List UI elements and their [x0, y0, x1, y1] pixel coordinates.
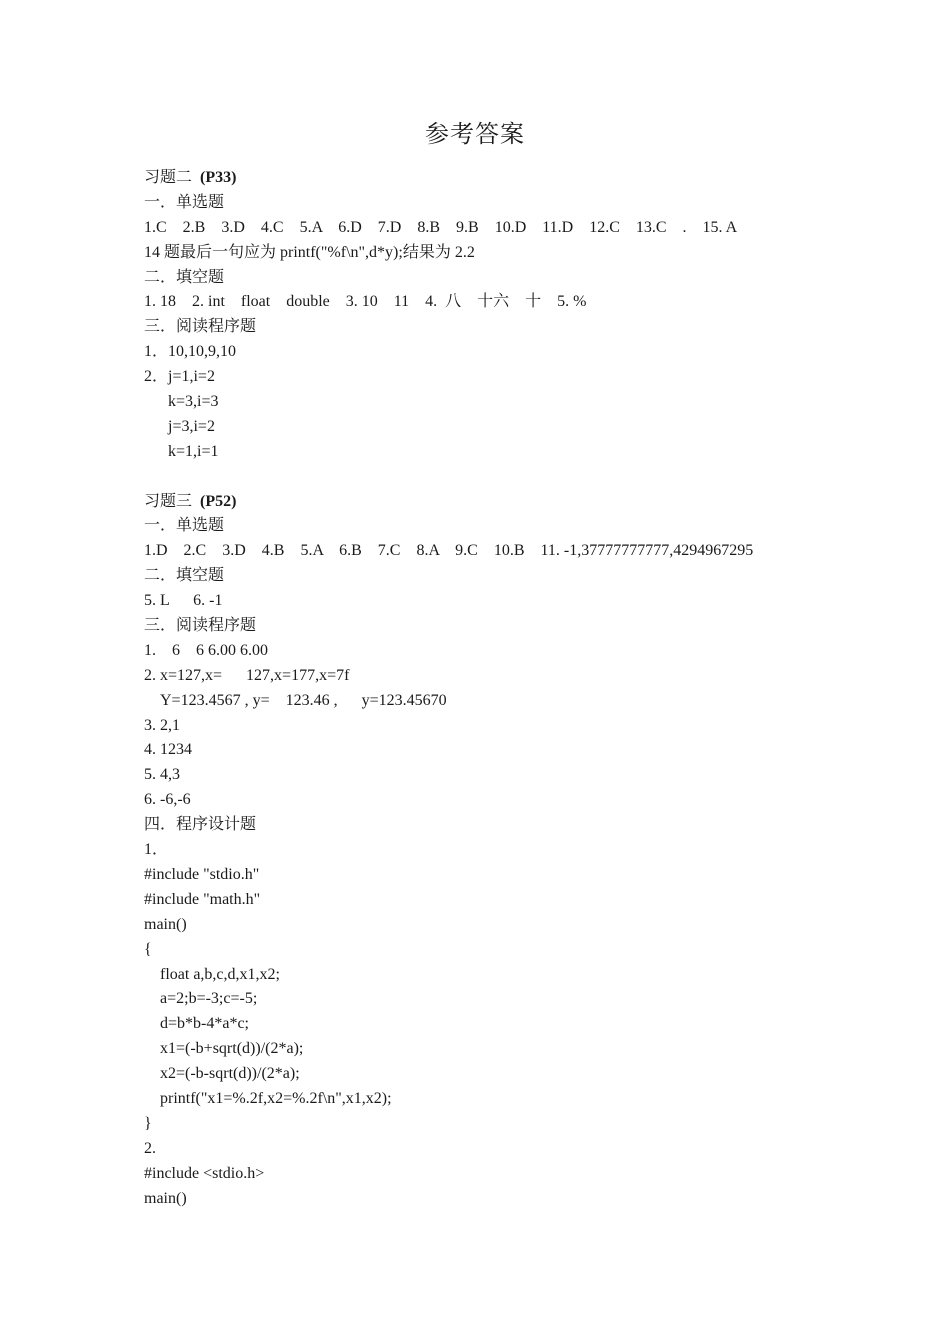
- code-line: #include "stdio.h": [144, 865, 260, 883]
- read-program-answer-2-line: Y=123.4567 , y= 123.46 , y=123.45670: [160, 691, 447, 709]
- code-line: main(): [144, 915, 187, 933]
- program-2-label: 2.: [144, 1139, 156, 1157]
- subheading-multiple-choice: 一．单选题: [144, 517, 225, 535]
- fill-in-answers: 5. L 6. -1: [144, 592, 223, 610]
- answer-content: [144, 166, 844, 1211]
- read-program-answer-2-line: j=3,i=2: [168, 417, 215, 435]
- code-line: printf("x1=%.2f,x2=%.2f\n",x1,x2);: [160, 1089, 392, 1107]
- read-program-answer-1: 1. 6 6 6.00 6.00: [144, 641, 268, 659]
- read-program-answer-2: 2．j=1,i=2: [144, 368, 215, 386]
- code-line: x2=(-b-sqrt(d))/(2*a);: [160, 1065, 300, 1083]
- subheading-read-program: 三．阅读程序题: [144, 318, 257, 336]
- read-program-answer-4: 4. 1234: [144, 741, 192, 759]
- code-line: #include <stdio.h>: [144, 1164, 265, 1182]
- multiple-choice-note: 14 题最后一句应为 printf("%f\n",d*y);结果为 2.2: [144, 243, 475, 261]
- code-line: main(): [144, 1189, 187, 1207]
- page-title: 参考答案: [425, 122, 525, 148]
- section-heading-exercise-3: [144, 490, 844, 515]
- code-line: {: [144, 940, 152, 958]
- section-heading-label: 习题二: [144, 169, 201, 186]
- program-1-label: 1．: [144, 841, 169, 859]
- read-program-answer-2-line: k=3,i=3: [168, 393, 219, 411]
- read-program-answer-1: 1．10,10,9,10: [144, 343, 237, 361]
- code-line: x1=(-b+sqrt(d))/(2*a);: [160, 1040, 304, 1058]
- code-line: float a,b,c,d,x1,x2;: [160, 965, 280, 983]
- multiple-choice-answers: 1.C 2.B 3.D 4.C 5.A 6.D 7.D 8.B 9.B 10.D 11.D 12.C 13.C . 15. A: [144, 218, 738, 236]
- code-line: }: [144, 1114, 152, 1132]
- multiple-choice-answers: 1.D 2.C 3.D 4.B 5.A 6.B 7.C 8.A 9.C 10.B 11. -1,37777777777,4294967295: [144, 542, 754, 560]
- code-line: #include "math.h": [144, 890, 261, 908]
- section-heading-page: (P33): [200, 169, 237, 186]
- code-line: d=b*b-4*a*c;: [160, 1015, 249, 1033]
- subheading-fill-in: 二．填空题: [144, 567, 225, 585]
- subheading-fill-in: 二．填空题: [144, 268, 225, 286]
- fill-in-answers: 1. 18 2. int float double 3. 10 11 4. 八 十六 十 5. %: [144, 293, 587, 311]
- section-heading-page: (P52): [200, 492, 237, 510]
- section-heading-label: 习题三: [144, 492, 201, 510]
- subheading-read-program: 三．阅读程序题: [144, 617, 257, 635]
- section-spacer: [144, 465, 844, 490]
- code-line: a=2;b=-3;c=-5;: [160, 990, 258, 1008]
- read-program-answer-6: 6. -6,-6: [144, 791, 191, 809]
- read-program-answer-3: 3. 2,1: [144, 716, 180, 734]
- subheading-multiple-choice: 一．单选题: [144, 193, 225, 211]
- subheading-program-design: 四．程序设计题: [144, 816, 257, 834]
- read-program-answer-2-line: k=1,i=1: [168, 442, 219, 460]
- read-program-answer-2: 2. x=127,x= 127,x=177,x=7f: [144, 666, 350, 684]
- read-program-answer-5: 5. 4,3: [144, 766, 180, 784]
- section-heading-exercise-2: [144, 166, 844, 191]
